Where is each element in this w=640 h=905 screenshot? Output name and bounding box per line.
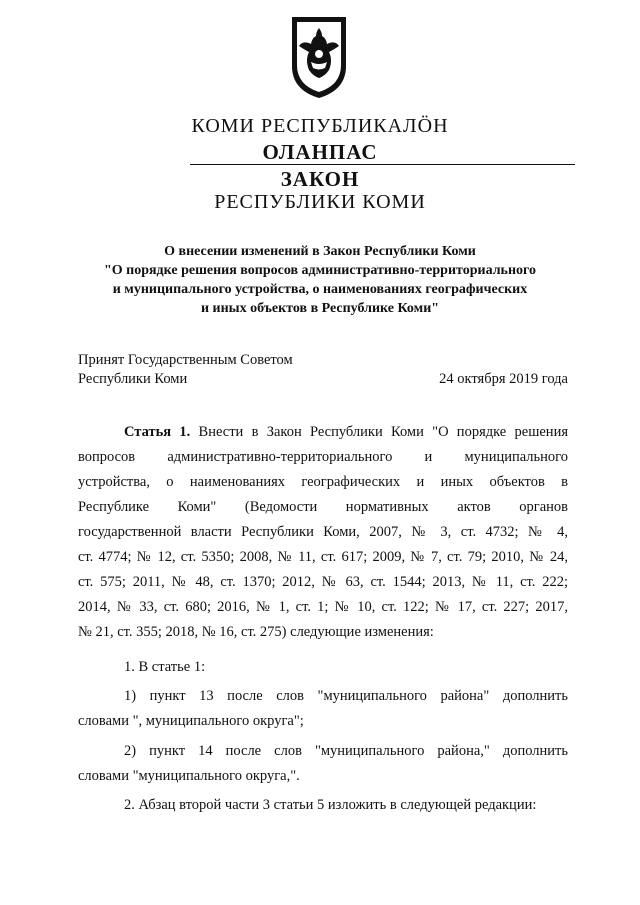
law-title-line: О внесении изменений в Закон Республики Коми (164, 244, 476, 259)
law-title-line: "О порядке решения вопросов административно-территориального (103, 263, 537, 278)
article-1-line: № 21, ст. 355; 2018, № 16, ст. 275) следующие изменения: (78, 624, 434, 640)
adoption-date: 24 октября 2019 года (439, 371, 568, 387)
header-divider (190, 164, 575, 165)
article-1-line: устройства, о наименованиях географических и иных объектов в (78, 474, 568, 490)
adoption-line-1: Принят Государственным Советом (78, 352, 293, 368)
article-1-text: Внести в Закон Республики Коми "О порядке решения (198, 424, 568, 440)
article-1-label: Статья 1. (124, 424, 191, 440)
law-title-line: и иных объектов в Республике Коми" (200, 301, 440, 316)
header-olanpas: ОЛАНПАС (262, 140, 378, 164)
item-1-1 (78, 688, 568, 729)
article-1-line: Республике Коми" (Ведомости нормативных актов органов (78, 499, 568, 515)
law-title-line: и муниципального устройства, о наименованиях географических (112, 282, 528, 297)
article-1-line: государственной власти Республики Коми, 2007, № 3, ст. 4732; № 4, (78, 524, 568, 540)
article-1-line: ст. 575; 2011, № 48, ст. 1370; 2012, № 63, ст. 1544; 2013, № 11, ст. 222; (78, 574, 568, 590)
item-1-heading (78, 659, 568, 675)
item-1-2-line: 2) пункт 14 после слов "муниципального района," дополнить (124, 743, 568, 759)
header-republic-komi: РЕСПУБЛИКИ КОМИ (214, 191, 426, 213)
item-1-2-line: словами "муниципального округа,". (78, 768, 300, 784)
article-1-line: ст. 4774; № 12, ст. 5350; 2008, № 11, ст. 617; 2009, № 7, ст. 79; 2010, № 24, (78, 549, 568, 565)
item-2-text: 2. Абзац второй части 3 статьи 5 изложить в следующей редакции: (124, 797, 537, 813)
komi-coat-of-arms-icon (289, 14, 349, 100)
header-komi-republic: КОМИ РЕСПУБЛИКАЛӦН (191, 115, 449, 137)
item-1-1-line: словами ", муниципального округа"; (78, 713, 304, 729)
header-law: ЗАКОН (280, 167, 360, 191)
item-2 (78, 797, 568, 813)
article-1-line: 2014, № 33, ст. 680; 2016, № 1, ст. 1; № 10, ст. 122; № 17, ст. 227; 2017, (78, 599, 568, 615)
item-1-1-line: 1) пункт 13 после слов "муниципального района" дополнить (124, 688, 568, 704)
item-1-2 (78, 743, 568, 784)
item-1-text: 1. В статье 1: (124, 659, 206, 675)
article-1-first-line (78, 424, 568, 440)
adoption-line-2: Республики Коми (78, 371, 188, 387)
article-1-line: вопросов административно-территориального и муниципального (78, 449, 568, 465)
article-1-paragraph (78, 424, 568, 640)
